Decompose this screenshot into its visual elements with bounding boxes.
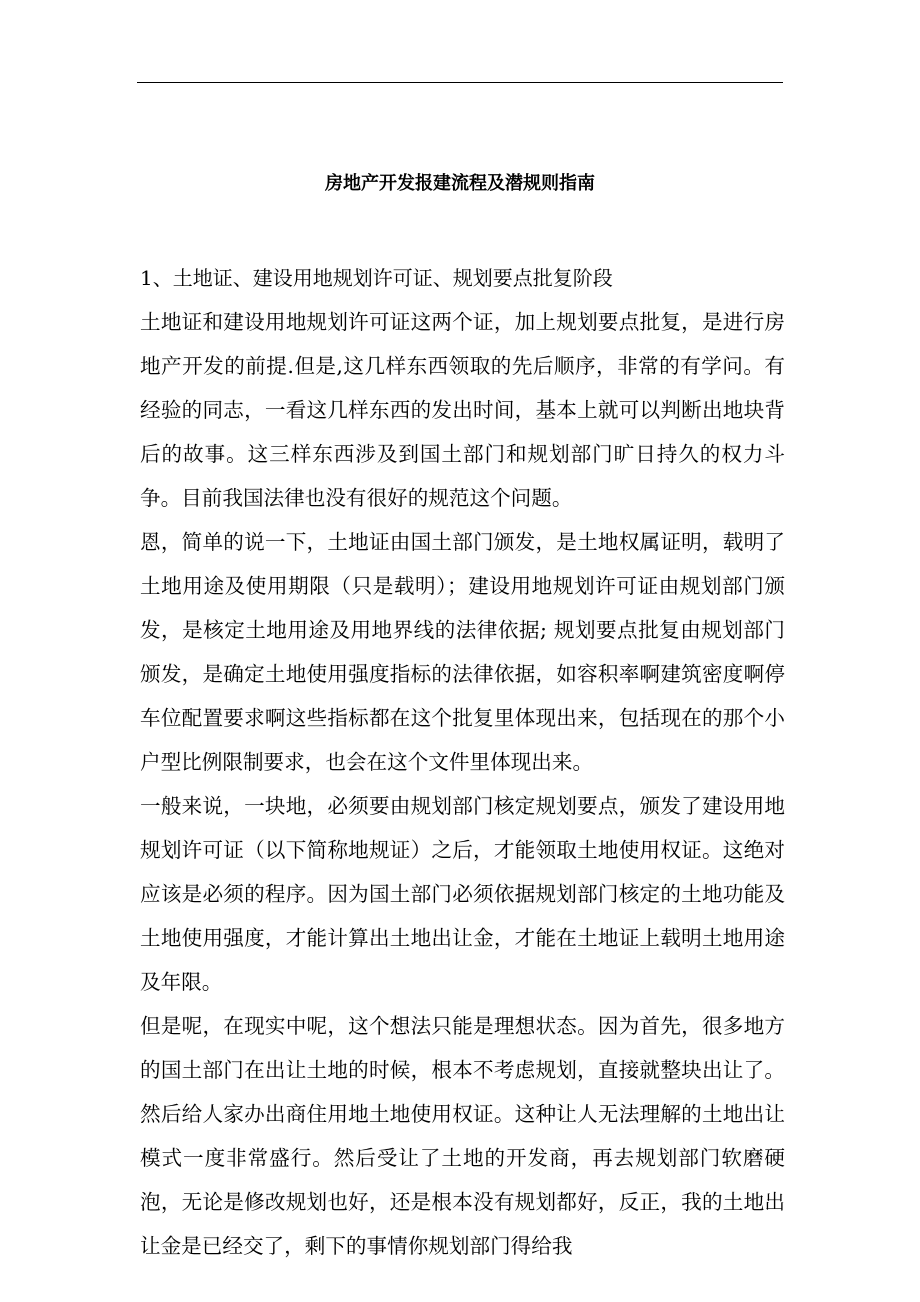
- document-title: 房地产开发报建流程及潜规则指南: [325, 173, 595, 194]
- paragraph-3: 一般来说，一块地，必须要由规划部门核定规划要点，颁发了建设用地规划许可证（以下简称地规证）之后，才能领取土地使用权证。这绝对应该是必须的程序。因为国土部门必须依据规划部门核定的土地功能及土地使用强度，才能计算出土地出让金，才能在土地证上载明土地用途及年限。: [140, 794, 785, 994]
- document-body: [140, 256, 785, 1268]
- paragraph-2: 恩，简单的说一下，土地证由国土部门颁发，是土地权属证明，载明了土地用途及使用期限（只是载明）；建设用地规划许可证由规划部门颁发，是核定土地用途及用地界线的法律依据; 规划要点批复由规划部门颁发，是确定土地使用强度指标的法律依据，如容积率啊建筑密度啊停车位配置要求啊这些指标都在这个批复里体现出来，包括现在的那个小户型比例限制要求，也会在这个文件里体现出来。: [140, 530, 785, 774]
- paragraph-4: 但是呢，在现实中呢，这个想法只能是理想状态。因为首先，很多地方的国土部门在出让土地的时候，根本不考虑规划，直接就整块出让了。然后给人家办出商住用地土地使用权证。这种让人无法理解的土地出让模式一度非常盛行。然后受让了土地的开发商，再去规划部门软磨硬泡，无论是修改规划也好，还是根本没有规划都好，反正，我的土地出让金是已经交了，剩下的事情你规划部门得给我: [140, 1014, 785, 1258]
- header-rule: [137, 82, 783, 83]
- section-heading: 1、土地证、建设用地规划许可证、规划要点批复阶段: [140, 266, 613, 290]
- paragraph-1: 土地证和建设用地规划许可证这两个证，加上规划要点批复，是进行房地产开发的前提.但是,这几样东西领取的先后顺序，非常的有学问。有经验的同志，一看这几样东西的发出时间，基本上就可以判断出地块背后的故事。这三样东西涉及到国土部门和规划部门旷日持久的权力斗争。目前我国法律也没有很好的规范这个问题。: [140, 310, 785, 510]
